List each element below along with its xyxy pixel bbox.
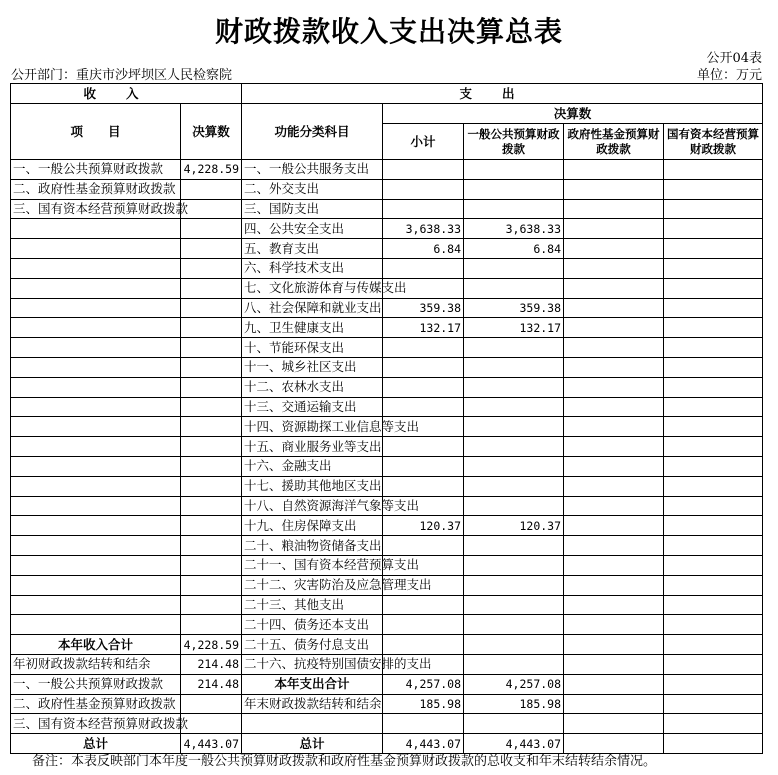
expense-item-cell: 二十一、国有资本经营预算支出 xyxy=(242,555,383,575)
income-amount-cell xyxy=(181,476,242,496)
income-amount-cell xyxy=(181,397,242,417)
income-amount-cell: 214.48 xyxy=(181,674,242,694)
table-row xyxy=(11,417,763,437)
income-item-cell xyxy=(11,476,181,496)
income-amount-cell: 4,228.59 xyxy=(181,635,242,655)
expense-item-cell: 年末财政拨款结转和结余 xyxy=(242,694,383,714)
state-capital-cell xyxy=(664,536,763,556)
gov-fund-cell xyxy=(564,496,664,516)
general-budget-cell xyxy=(464,338,564,358)
general-budget-cell xyxy=(464,258,564,278)
income-amount-cell xyxy=(181,437,242,457)
state-capital-cell xyxy=(664,278,763,298)
expense-item-cell: 二十三、其他支出 xyxy=(242,595,383,615)
income-amount-cell xyxy=(181,496,242,516)
income-amount-cell xyxy=(181,357,242,377)
gov-fund-header: 政府性基金预算财政拨款 xyxy=(564,124,664,160)
expense-item-cell: 十九、住房保障支出 xyxy=(242,516,383,536)
income-item-cell xyxy=(11,298,181,318)
income-item-cell xyxy=(11,239,181,259)
income-amount-cell xyxy=(181,258,242,278)
gov-fund-cell xyxy=(564,278,664,298)
footnote: 备注：本表反映部门本年度一般公共预算财政拨款和政府性基金预算财政拨款的总收支和年末结转结余情况。 xyxy=(32,754,657,769)
general-budget-cell xyxy=(464,555,564,575)
state-capital-cell xyxy=(664,714,763,734)
income-item-cell xyxy=(11,575,181,595)
form-number: 公开04表 xyxy=(706,51,762,66)
state-capital-cell xyxy=(664,179,763,199)
table-row xyxy=(11,555,763,575)
expense-item-cell: 十二、农林水支出 xyxy=(242,377,383,397)
state-capital-cell xyxy=(664,615,763,635)
expense-item-cell: 八、社会保障和就业支出 xyxy=(242,298,383,318)
subtotal-cell xyxy=(383,456,464,476)
state-capital-cell xyxy=(664,654,763,674)
general-budget-cell xyxy=(464,496,564,516)
subtotal-cell xyxy=(383,338,464,358)
income-item-cell xyxy=(11,437,181,457)
state-capital-cell xyxy=(664,734,763,754)
expense-item-cell: 本年支出合计 xyxy=(242,674,383,694)
table-row xyxy=(11,714,763,734)
income-item-cell xyxy=(11,496,181,516)
state-capital-cell xyxy=(664,318,763,338)
general-budget-cell xyxy=(464,199,564,219)
state-capital-cell xyxy=(664,160,763,180)
income-item-cell: 二、政府性基金预算财政拨款 xyxy=(11,694,181,714)
income-item-cell: 本年收入合计 xyxy=(11,635,181,655)
state-capital-cell xyxy=(664,694,763,714)
state-capital-cell xyxy=(664,357,763,377)
gov-fund-cell xyxy=(564,694,664,714)
general-budget-cell xyxy=(464,635,564,655)
general-budget-cell xyxy=(464,278,564,298)
expense-item-cell: 二十五、债务付息支出 xyxy=(242,635,383,655)
expense-item-cell: 二十二、灾害防治及应急管理支出 xyxy=(242,575,383,595)
budget-table xyxy=(10,83,763,754)
income-amount-cell xyxy=(181,615,242,635)
expense-item-cell: 二十四、债务还本支出 xyxy=(242,615,383,635)
income-amount-cell xyxy=(181,318,242,338)
gov-fund-cell xyxy=(564,456,664,476)
gov-fund-cell xyxy=(564,318,664,338)
general-budget-cell: 3,638.33 xyxy=(464,219,564,239)
table-row xyxy=(11,357,763,377)
expense-item-cell: 十五、商业服务业等支出 xyxy=(242,437,383,457)
general-budget-cell xyxy=(464,575,564,595)
table-row xyxy=(11,615,763,635)
gov-fund-cell xyxy=(564,476,664,496)
expense-item-cell: 九、卫生健康支出 xyxy=(242,318,383,338)
table-row xyxy=(11,199,763,219)
income-amount-cell: 4,443.07 xyxy=(181,734,242,754)
expense-item-cell: 三、国防支出 xyxy=(242,199,383,219)
gov-fund-cell xyxy=(564,437,664,457)
table-row xyxy=(11,575,763,595)
gov-fund-cell xyxy=(564,714,664,734)
subtotal-cell: 3,638.33 xyxy=(383,219,464,239)
general-budget-cell xyxy=(464,437,564,457)
table-row xyxy=(11,278,763,298)
gov-fund-cell xyxy=(564,555,664,575)
table-row xyxy=(11,496,763,516)
income-item-cell xyxy=(11,258,181,278)
subtotal-cell xyxy=(383,397,464,417)
gov-fund-cell xyxy=(564,397,664,417)
income-item-cell xyxy=(11,278,181,298)
income-item-cell: 二、政府性基金预算财政拨款 xyxy=(11,179,181,199)
income-amount-cell xyxy=(181,714,242,734)
income-amount-cell xyxy=(181,219,242,239)
state-capital-cell xyxy=(664,199,763,219)
income-amount-cell xyxy=(181,516,242,536)
subtotal-cell: 132.17 xyxy=(383,318,464,338)
subtotal-cell xyxy=(383,635,464,655)
state-capital-cell xyxy=(664,338,763,358)
general-budget-cell: 4,257.08 xyxy=(464,674,564,694)
income-item-cell xyxy=(11,397,181,417)
income-amount-cell xyxy=(181,595,242,615)
table-row xyxy=(11,258,763,278)
income-item-cell xyxy=(11,357,181,377)
table-row xyxy=(11,298,763,318)
expense-item-cell xyxy=(242,714,383,734)
table-row xyxy=(11,536,763,556)
subtotal-cell xyxy=(383,536,464,556)
state-capital-cell xyxy=(664,575,763,595)
general-budget-cell: 120.37 xyxy=(464,516,564,536)
gov-fund-cell xyxy=(564,575,664,595)
final-amount-group-header: 决算数 xyxy=(383,104,763,124)
table-row xyxy=(11,635,763,655)
income-item-cell: 三、国有资本经营预算财政拨款 xyxy=(11,714,181,734)
income-item-cell xyxy=(11,318,181,338)
gov-fund-cell xyxy=(564,179,664,199)
general-budget-cell xyxy=(464,179,564,199)
subtotal-header: 小计 xyxy=(383,124,464,160)
income-item-cell: 三、国有资本经营预算财政拨款 xyxy=(11,199,181,219)
income-amount-cell xyxy=(181,575,242,595)
gov-fund-cell xyxy=(564,377,664,397)
gov-fund-cell xyxy=(564,199,664,219)
table-row xyxy=(11,694,763,714)
expense-section-header: 支出 xyxy=(242,84,763,104)
subtotal-cell xyxy=(383,377,464,397)
state-capital-cell xyxy=(664,456,763,476)
expense-item-cell: 十八、自然资源海洋气象等支出 xyxy=(242,496,383,516)
subtotal-cell xyxy=(383,258,464,278)
expense-item-cell: 一、一般公共服务支出 xyxy=(242,160,383,180)
general-budget-cell xyxy=(464,536,564,556)
gov-fund-cell xyxy=(564,338,664,358)
general-budget-cell xyxy=(464,377,564,397)
state-capital-header: 国有资本经营预算财政拨款 xyxy=(664,124,763,160)
department-label: 公开部门：重庆市沙坪坝区人民检察院 xyxy=(11,68,233,83)
income-amount-cell xyxy=(181,338,242,358)
income-amount-cell xyxy=(181,298,242,318)
table-row xyxy=(11,437,763,457)
general-budget-cell: 4,443.07 xyxy=(464,734,564,754)
income-item-cell: 一、一般公共预算财政拨款 xyxy=(11,160,181,180)
income-amount-cell xyxy=(181,239,242,259)
subtotal-cell xyxy=(383,160,464,180)
expense-item-cell: 十七、援助其他地区支出 xyxy=(242,476,383,496)
income-amount-cell xyxy=(181,555,242,575)
table-row xyxy=(11,595,763,615)
report-title: 财政拨款收入支出决算总表 xyxy=(214,15,563,48)
unit-label: 单位：万元 xyxy=(696,68,762,83)
income-amount-cell xyxy=(181,179,242,199)
subtotal-cell: 4,443.07 xyxy=(383,734,464,754)
general-budget-cell xyxy=(464,714,564,734)
subtotal-cell: 4,257.08 xyxy=(383,674,464,694)
table-row xyxy=(11,239,763,259)
gov-fund-cell xyxy=(564,595,664,615)
table-row xyxy=(11,654,763,674)
state-capital-cell xyxy=(664,476,763,496)
income-item-cell xyxy=(11,615,181,635)
income-item-cell xyxy=(11,595,181,615)
gov-fund-cell xyxy=(564,239,664,259)
state-capital-cell xyxy=(664,417,763,437)
expense-item-cell: 六、科学技术支出 xyxy=(242,258,383,278)
table-row xyxy=(11,338,763,358)
income-amount-cell xyxy=(181,199,242,219)
income-item-cell: 总计 xyxy=(11,734,181,754)
expense-item-cell: 十、节能环保支出 xyxy=(242,338,383,358)
income-item-cell xyxy=(11,516,181,536)
expense-item-cell: 四、公共安全支出 xyxy=(242,219,383,239)
general-budget-cell xyxy=(464,456,564,476)
gov-fund-cell xyxy=(564,615,664,635)
income-item-cell xyxy=(11,536,181,556)
income-amount-cell xyxy=(181,377,242,397)
table-body xyxy=(11,160,763,754)
income-item-cell: 一、一般公共预算财政拨款 xyxy=(11,674,181,694)
subtotal-cell: 120.37 xyxy=(383,516,464,536)
income-item-header: 项 目 xyxy=(11,104,181,160)
expense-item-cell: 总计 xyxy=(242,734,383,754)
gov-fund-cell xyxy=(564,635,664,655)
income-amount-cell xyxy=(181,417,242,437)
income-item-cell xyxy=(11,377,181,397)
state-capital-cell xyxy=(664,635,763,655)
income-amount-cell xyxy=(181,694,242,714)
income-amount-cell: 214.48 xyxy=(181,654,242,674)
expense-item-cell: 二十、粮油物资储备支出 xyxy=(242,536,383,556)
state-capital-cell xyxy=(664,437,763,457)
income-amount-cell xyxy=(181,456,242,476)
table-row xyxy=(11,516,763,536)
function-category-header: 功能分类科目 xyxy=(242,104,383,160)
subtotal-cell xyxy=(383,615,464,635)
subtotal-cell xyxy=(383,199,464,219)
income-item-cell xyxy=(11,219,181,239)
income-item-cell xyxy=(11,555,181,575)
gov-fund-cell xyxy=(564,654,664,674)
general-budget-cell xyxy=(464,357,564,377)
state-capital-cell xyxy=(664,496,763,516)
income-amount-cell xyxy=(181,278,242,298)
gov-fund-cell xyxy=(564,516,664,536)
expense-item-cell: 十四、资源勘探工业信息等支出 xyxy=(242,417,383,437)
expense-item-cell: 七、文化旅游体育与传媒支出 xyxy=(242,278,383,298)
gov-fund-cell xyxy=(564,357,664,377)
income-amount-header: 决算数 xyxy=(181,104,242,160)
subtotal-cell: 6.84 xyxy=(383,239,464,259)
state-capital-cell xyxy=(664,298,763,318)
state-capital-cell xyxy=(664,516,763,536)
general-budget-cell: 132.17 xyxy=(464,318,564,338)
state-capital-cell xyxy=(664,397,763,417)
table-row xyxy=(11,179,763,199)
subtotal-cell xyxy=(383,714,464,734)
subtotal-cell xyxy=(383,476,464,496)
expense-item-cell: 十一、城乡社区支出 xyxy=(242,357,383,377)
income-item-cell xyxy=(11,456,181,476)
subtotal-cell xyxy=(383,437,464,457)
general-budget-cell xyxy=(464,476,564,496)
subtotal-cell: 185.98 xyxy=(383,694,464,714)
table-row xyxy=(11,397,763,417)
expense-item-cell: 二、外交支出 xyxy=(242,179,383,199)
income-amount-cell: 4,228.59 xyxy=(181,160,242,180)
income-item-cell: 年初财政拨款结转和结余 xyxy=(11,654,181,674)
general-budget-cell: 185.98 xyxy=(464,694,564,714)
state-capital-cell xyxy=(664,555,763,575)
general-budget-cell: 6.84 xyxy=(464,239,564,259)
income-item-cell xyxy=(11,417,181,437)
subtotal-cell: 359.38 xyxy=(383,298,464,318)
subtotal-cell xyxy=(383,595,464,615)
gov-fund-cell xyxy=(564,417,664,437)
general-budget-header: 一般公共预算财政拨款 xyxy=(464,124,564,160)
table-row xyxy=(11,219,763,239)
state-capital-cell xyxy=(664,219,763,239)
subtotal-cell xyxy=(383,357,464,377)
expense-item-cell: 十三、交通运输支出 xyxy=(242,397,383,417)
gov-fund-cell xyxy=(564,160,664,180)
income-amount-cell xyxy=(181,536,242,556)
expense-item-cell: 二十六、抗疫特别国债安排的支出 xyxy=(242,654,383,674)
state-capital-cell xyxy=(664,258,763,278)
table-row xyxy=(11,476,763,496)
table-row xyxy=(11,160,763,180)
table-row xyxy=(11,377,763,397)
gov-fund-cell xyxy=(564,674,664,694)
state-capital-cell xyxy=(664,377,763,397)
income-section-header: 收入 xyxy=(11,84,242,104)
state-capital-cell xyxy=(664,674,763,694)
expense-item-cell: 十六、金融支出 xyxy=(242,456,383,476)
general-budget-cell xyxy=(464,417,564,437)
general-budget-cell: 359.38 xyxy=(464,298,564,318)
table-row xyxy=(11,456,763,476)
general-budget-cell xyxy=(464,397,564,417)
gov-fund-cell xyxy=(564,298,664,318)
gov-fund-cell xyxy=(564,258,664,278)
state-capital-cell xyxy=(664,595,763,615)
general-budget-cell xyxy=(464,160,564,180)
general-budget-cell xyxy=(464,654,564,674)
table-row xyxy=(11,674,763,694)
gov-fund-cell xyxy=(564,219,664,239)
income-item-cell xyxy=(11,338,181,358)
general-budget-cell xyxy=(464,595,564,615)
gov-fund-cell xyxy=(564,536,664,556)
subtotal-cell xyxy=(383,179,464,199)
expense-item-cell: 五、教育支出 xyxy=(242,239,383,259)
general-budget-cell xyxy=(464,615,564,635)
table-row xyxy=(11,318,763,338)
state-capital-cell xyxy=(664,239,763,259)
